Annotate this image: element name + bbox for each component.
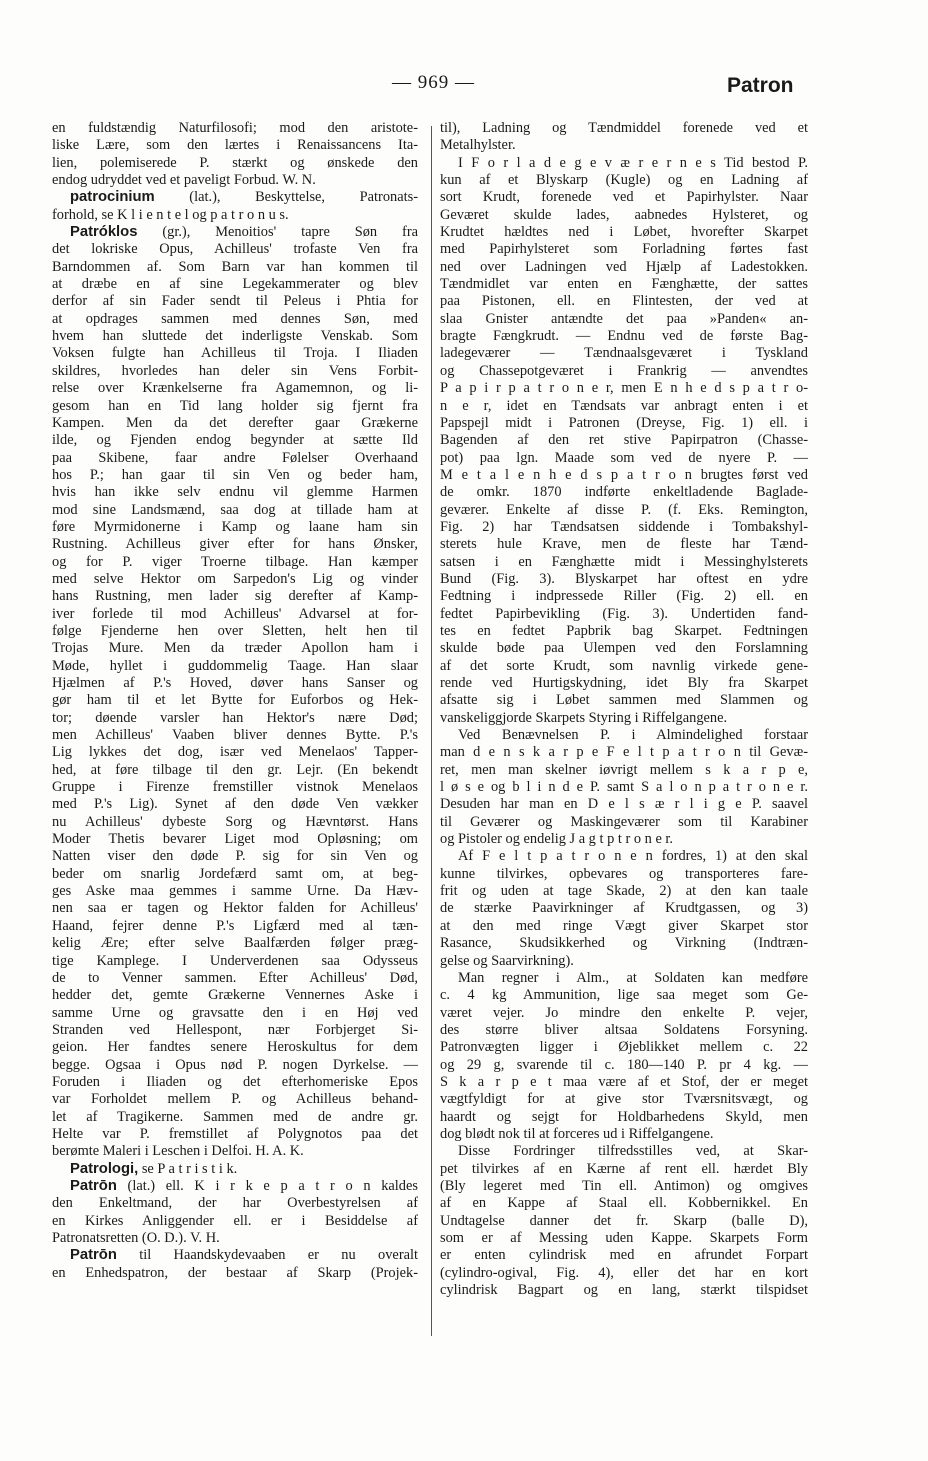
text-line — [440, 207, 808, 224]
running-head: Patron — [727, 74, 794, 97]
text-line — [440, 1178, 808, 1195]
line-text: var Forholdet mellem P. og Achilleus behand- — [52, 1091, 418, 1108]
text-line — [52, 970, 418, 987]
line-text: Geværet skulde lades, aabnedes Hylsteret, og — [440, 206, 808, 223]
text-line — [440, 658, 808, 675]
text-line — [52, 900, 418, 917]
text-line — [440, 970, 808, 987]
line-text: (lat.), Beskyttelse, Patronats- — [154, 189, 418, 206]
line-text: som er af Messing uden Kappe. Skarpets Form — [440, 1230, 808, 1246]
text-line — [440, 1039, 808, 1056]
line-text: Trojas Mure. Men da træder Apollon ham i — [52, 640, 418, 657]
line-text: samme Urne og gravsatte den i en Høj ved — [52, 1004, 418, 1021]
line-text: afsatte sig i Løbet sammen med Slammen og — [440, 692, 808, 709]
text-line — [52, 623, 418, 640]
line-text: og for P. viger Troerne tilbage. Han kæmper — [52, 553, 418, 570]
line-text: I F o r l a d e g e v æ r e r n e s Tid bestod P. — [458, 154, 808, 171]
line-text: Gruppe i Firenze fremstiller vistnok Menelaos — [52, 779, 418, 796]
text-line — [440, 1230, 808, 1247]
line-text: følge Fjenderne hen over Sletten, helt hen til — [52, 622, 418, 639]
line-text: Patronvægten ligger i Øjeblikket mellem c. 22 — [440, 1039, 808, 1056]
line-text: Disse Fordringer tilfredsstilles ved, at Skar- — [458, 1143, 808, 1160]
line-text: nu Achilleus' dybeste Sorg og Hævntørst. Hans — [52, 813, 418, 830]
text-line — [52, 710, 418, 727]
line-text: mod sine Landsmænd, saa dog at tillade ham at — [52, 501, 418, 518]
line-text: en fuldstændig Naturfilosofi; mod den aristote- — [52, 120, 418, 136]
line-text: men Achilleus' Vaaben bliver dennes Bytte. P.'s — [52, 727, 418, 744]
line-text: skildres, hvorledes han deler sin Vens Forbit- — [52, 362, 418, 379]
line-text: gør ham til et let Bytte for Euforbos og Hek- — [52, 692, 418, 709]
text-line — [52, 1057, 418, 1074]
text-line — [52, 727, 418, 744]
line-text: til Haandskydevaaben er nu overalt — [116, 1247, 418, 1264]
entry-line — [52, 189, 418, 206]
line-text: tige Kamplege. I Underverdenen saa Odysseus — [52, 952, 418, 969]
text-line — [440, 1247, 808, 1264]
text-line — [52, 241, 418, 258]
line-text: se P a t r i s t i k. — [138, 1160, 238, 1177]
line-text: Kampen. Men da det derefter gaar Grækerne — [52, 414, 418, 431]
text-line — [52, 467, 418, 484]
line-text: de stærke Paavirkninger af Krudtgassen, og 3) — [440, 900, 808, 917]
line-text: fedtet Papirbevikling (Fig. 3). Undertiden fand- — [440, 605, 808, 622]
line-text: Barndommen af. Som Barn var han kommen til — [52, 258, 418, 275]
line-text: (cylindro-ogival, Fig. 4), eller det har en kort — [440, 1264, 808, 1281]
text-line — [52, 1230, 418, 1247]
line-text: relse over Krænkelserne fra Agamemnon, og li- — [52, 380, 418, 397]
text-line — [440, 935, 808, 952]
right-column — [440, 120, 808, 1299]
line-text: med P.'s Lig). Synet af den døde Ven vækker — [52, 796, 418, 813]
line-text: Møde, hyllet i guddommelig Taage. Han slaar — [52, 657, 418, 674]
text-line — [440, 987, 808, 1004]
line-text: føre Myrmidonerne i Kamp og laane ham sin — [52, 518, 418, 535]
text-line — [52, 398, 418, 415]
line-text: tes en fedtet Papbrik bag Skarpet. Fedtningen — [440, 622, 808, 639]
text-line — [440, 345, 808, 362]
line-text: hed, at føre tilbage til den gr. Lejr. (En bekendt — [52, 761, 418, 778]
text-line — [440, 1282, 808, 1299]
line-text: Bagenden af den ret stive Papirpatron (Chasse- — [440, 432, 808, 449]
text-line — [52, 762, 418, 779]
headword: Patrologi, — [70, 1160, 139, 1177]
line-text: P a p i r p a t r o n e r, men E n h e d s p a t r o- — [440, 380, 808, 397]
text-line — [440, 1091, 808, 1108]
text-line — [52, 137, 418, 154]
text-line — [440, 640, 808, 657]
line-text: gelse og Saarvirkning). — [440, 952, 574, 969]
line-text: til), Ladning og Tændmiddel forenede ved et — [440, 120, 808, 136]
text-line — [52, 953, 418, 970]
line-text: Hjælmen af P.'s Hoved, døver hans Sanser og — [52, 675, 418, 691]
line-text: beder om snarlig Jordefærd samt om, at beg- — [52, 865, 418, 882]
line-text: ret, men man skelner iøvrigt mellem s k a r p e, — [440, 761, 808, 778]
line-text: M e t a l e n h e d s p a t r o n brugtes først ved — [440, 466, 808, 483]
line-text: cylindrisk Bagpart og en lang, stærkt tilspidset — [440, 1282, 808, 1299]
line-text: lien, polemiserede P. stærkt og ønskede den — [52, 154, 418, 171]
text-line — [440, 137, 808, 154]
text-line — [440, 744, 808, 761]
line-text: pot) paa lgn. Maade som ved de nyere P. — — [440, 449, 808, 466]
text-line — [440, 380, 808, 397]
text-line — [52, 1126, 418, 1143]
line-text: de omkr. 1870 indførte enkeltladende Baglade- — [440, 484, 808, 501]
column-divider — [431, 126, 432, 1336]
text-line — [52, 606, 418, 623]
text-line — [440, 363, 808, 380]
line-text: af det sorte Krudt, som navnlig virkede gene- — [440, 657, 808, 674]
text-line — [52, 675, 418, 692]
text-line — [440, 1195, 808, 1212]
text-line — [52, 1091, 418, 1108]
line-text: l ø s e og b l i n d e P. samt S a l o n p a t r o n e r. — [440, 779, 808, 796]
text-line — [52, 744, 418, 761]
text-line — [440, 727, 808, 744]
text-line — [440, 398, 808, 415]
line-text: man d e n s k a r p e F e l t p a t r o n til Gevæ- — [440, 744, 808, 761]
line-text: af en Kappe af Staal ell. Kobbernikkel. En — [440, 1195, 808, 1212]
line-text: hans Rustning, men lader sig derefter af Kamp- — [52, 588, 418, 605]
line-text: Ved Benævnelsen P. i Almindelighed forstaar — [458, 727, 808, 744]
text-line — [52, 640, 418, 657]
line-text: Helte var P. fremstillet af Polygnotos paa det — [52, 1125, 418, 1142]
text-line — [440, 519, 808, 536]
text-line — [440, 328, 808, 345]
line-text: des større bliver altsaa Soldatens Forsyning. — [440, 1021, 808, 1038]
left-column — [52, 120, 418, 1282]
line-text: og Pistoler og endelig J a g t p t r o n e r. — [440, 831, 674, 848]
text-line — [52, 987, 418, 1004]
line-text: tor; døende varsler han Hektor's nære Død; — [52, 709, 418, 726]
line-text: med selve Hektor om Sarpedon's Lig og vinder — [52, 570, 418, 587]
text-line — [52, 796, 418, 813]
line-text: liske Lære, som den lærtes i Renaissancens Ita- — [52, 137, 418, 154]
text-line — [52, 328, 418, 345]
text-line — [440, 1005, 808, 1022]
line-text: en Enhedspatron, der bestaar af Skarp (Projek- — [52, 1264, 418, 1281]
page-header — [0, 68, 928, 104]
line-text: ilde, og Fjenden endog begynder at sætte Ild — [52, 432, 418, 449]
text-line — [52, 450, 418, 467]
text-line — [440, 779, 808, 796]
text-line — [52, 658, 418, 675]
text-line — [440, 762, 808, 779]
line-text: Tændmidlet var enten en Fænghætte, der sattes — [440, 276, 808, 293]
text-line — [440, 918, 808, 935]
line-text: slaa Gnister antændte det paa »Panden« an- — [440, 310, 808, 327]
text-line — [52, 866, 418, 883]
line-text: er enten cylindrisk med en afrundet Forpart — [440, 1247, 808, 1264]
text-line — [52, 536, 418, 553]
text-line — [52, 120, 418, 137]
line-text: ned over Ladningen ved Hjælp af Ladestokken. — [440, 258, 808, 275]
text-line — [52, 831, 418, 848]
text-line — [52, 432, 418, 449]
text-line — [52, 293, 418, 310]
text-line — [52, 1074, 418, 1091]
line-text: Lig lykkes det dog, især ved Menelaos' Tapper- — [52, 744, 418, 761]
line-text: c. 4 kg Ammunition, lige saa meget som Ge- — [440, 987, 808, 1004]
line-text: Stranden ved Hellespont, nær Forbjerget Si- — [52, 1021, 418, 1038]
line-text: nen saa er tagen og Hektor falden for Achilleus' — [52, 900, 418, 917]
line-text: kun af et Blyskarp (Kugle) og en Ladning af — [440, 172, 808, 189]
line-text: at dræbe en af sine Legekammerater og blev — [52, 276, 418, 293]
line-text: n e r, idet en Tændsats var anbragt enten i et — [440, 397, 808, 414]
text-line — [440, 1057, 808, 1074]
text-line — [440, 467, 808, 484]
entry-line — [52, 1161, 418, 1178]
line-text: at opdrages sammen med dennes Søn, med — [52, 310, 418, 327]
text-line — [440, 554, 808, 571]
text-line — [52, 415, 418, 432]
line-text: (Bly legeret med Tin ell. Antimon) og omgives — [440, 1177, 808, 1194]
headword: Patrōn — [70, 1177, 117, 1194]
text-line — [440, 814, 808, 831]
text-line — [52, 883, 418, 900]
line-text: let af Tragikerne. Sammen med de andre gr. — [52, 1108, 418, 1125]
line-text: Rasance, Skudsikkerhed og Virkning (Indtræn- — [440, 935, 808, 952]
text-line — [440, 606, 808, 623]
line-text: geværer. Enkelte af disse P. (f. Eks. Remington, — [440, 501, 808, 518]
line-text: at den med ringe Vægt giver Skarpet stor — [440, 917, 808, 934]
text-line — [440, 1074, 808, 1091]
text-line — [52, 554, 418, 571]
text-line — [440, 241, 808, 258]
line-text: Desuden har man en D e l s æ r l i g e P. saavel — [440, 796, 808, 813]
text-line — [52, 935, 418, 952]
text-line — [52, 779, 418, 796]
text-line — [440, 675, 808, 692]
text-line — [52, 155, 418, 172]
text-line — [52, 1195, 418, 1212]
line-text: hos P.; han gaar til sin Ven og beder ham, — [52, 466, 418, 483]
headword: Patrōn — [70, 1247, 117, 1264]
entry-line — [52, 224, 418, 241]
line-text: kelig Ære; efter selve Baalfærden følger præg- — [52, 935, 418, 952]
text-line — [440, 450, 808, 467]
headword: Patróklos — [70, 224, 138, 241]
text-line — [440, 848, 808, 865]
text-line — [52, 918, 418, 935]
line-text: frit og uden at tage Skade, 2) at den kan taale — [440, 883, 808, 900]
line-text: Papspejl midt i Patronen (Dreyse, Fig. 1) ell. i — [440, 414, 808, 431]
line-text: rende ved Hurtigskydning, idet Bly fra Skarpet — [440, 675, 808, 691]
text-line — [52, 1022, 418, 1039]
line-text: med Papirhylsteret som Forladning førtes fast — [440, 241, 808, 258]
text-line — [440, 502, 808, 519]
line-text: Af F e l t p a t r o n e n fordres, 1) at den skal — [458, 848, 808, 865]
line-text: Foruden i Iliaden og det efterhomeriske Epos — [52, 1073, 418, 1090]
line-text: hvem han sluttede det inderligste Venskab. Som — [52, 328, 418, 345]
text-line — [440, 710, 808, 727]
text-line — [52, 692, 418, 709]
line-text: Fig. 2) har Tændsatsen siddende i Tombakshyl- — [440, 518, 808, 535]
text-line — [52, 502, 418, 519]
text-line — [52, 276, 418, 293]
text-line — [52, 380, 418, 397]
line-text: og Chassepotgeværet i Frankrig — anvendtes — [440, 362, 808, 379]
line-text: Moder Thetis bevarer Liget mod Opløsning; om — [52, 831, 418, 848]
line-text: til Geværer og Maskingeværer som til Karabiner — [440, 813, 808, 830]
line-text: geion. Her fandtes senere Heroskultus for dem — [52, 1039, 418, 1056]
text-line — [440, 311, 808, 328]
text-line — [52, 363, 418, 380]
line-text: endog udryddet ved et paveligt Forbud. W. N. — [52, 172, 316, 189]
text-line — [52, 1109, 418, 1126]
line-text: pet tilvirkes af en Kærne af rent ell. hærdet Bly — [440, 1160, 808, 1177]
text-line — [440, 172, 808, 189]
text-line — [440, 276, 808, 293]
line-text: en Kirkes Anliggender ell. er i Besiddelse af — [52, 1212, 418, 1229]
line-text: skulde bøde paa Ulempen ved den Forslamning — [440, 640, 808, 657]
line-text: forhold, se K l i e n t e l og p a t r o n u s. — [52, 206, 289, 223]
text-line — [440, 883, 808, 900]
line-text: Fedtning i indpressede Riller (Fig. 2) ell. en — [440, 588, 808, 605]
text-line — [52, 588, 418, 605]
line-text: de to Venner sammen. Efter Achilleus' Død, — [52, 969, 418, 986]
text-line — [52, 848, 418, 865]
line-text: vægtfyldigt for at give stor Tværsnitsvægt, og — [440, 1091, 808, 1108]
text-line — [52, 1039, 418, 1056]
text-line — [440, 1265, 808, 1282]
text-line — [440, 866, 808, 883]
line-text: Natten viser den døde P. sig for sin Ven og — [52, 848, 418, 865]
text-line — [440, 415, 808, 432]
text-line — [440, 224, 808, 241]
text-line — [440, 189, 808, 206]
text-line — [52, 1213, 418, 1230]
line-text: paa Skibene, faar andre Følelser Overhaand — [52, 449, 418, 466]
line-text: ges Aske maa gemmes i samme Urne. Da Hæv- — [52, 883, 418, 900]
headword: patrocinium — [70, 189, 155, 206]
text-line — [440, 1143, 808, 1160]
text-line — [52, 571, 418, 588]
line-text: Undtagelse danner det fr. Skarp (balle D), — [440, 1212, 808, 1229]
text-line — [52, 311, 418, 328]
line-text: sterets hule Krave, men de fleste har Tænd- — [440, 536, 808, 553]
text-line — [440, 571, 808, 588]
line-text: bragte Fængkrudt. — Endnu ved de første Bag- — [440, 328, 808, 345]
line-text: Krudtet hældtes ned i Løbet, hvorefter Skarpet — [440, 224, 808, 241]
line-text: begge. Ogsaa i Opus nød P. nogen Dyrkelse. — — [52, 1056, 418, 1073]
text-line — [440, 536, 808, 553]
text-line — [52, 259, 418, 276]
text-line — [52, 1005, 418, 1022]
text-line — [440, 155, 808, 172]
text-line — [440, 623, 808, 640]
text-line — [52, 484, 418, 501]
text-line — [52, 207, 418, 224]
line-text: satsen i en Fænghætte midt i Messinghylsterets — [440, 553, 808, 570]
line-text: kunne tilvirkes, opbevares og transporteres fare- — [440, 865, 808, 882]
line-text: (gr.), Menoitios' tapre Søn fra — [137, 224, 418, 241]
line-text: sort Krudt, forenede ved et Papirhylster. Naar — [440, 189, 808, 206]
line-text: S k a r p e t maa være af et Stof, der er meget — [440, 1073, 808, 1090]
text-line — [440, 484, 808, 501]
line-text: Bund (Fig. 3). Blyskarpet har oftest en ydre — [440, 570, 808, 587]
line-text: ladegeværer — Tændnaalsgeværet i Tyskland — [440, 345, 808, 362]
line-text: derfor af sin Fader sendt til Peleus i Phtia for — [52, 293, 418, 310]
entry-line — [52, 1178, 418, 1195]
text-line — [440, 796, 808, 813]
line-text: (lat.) ell. K i r k e p a t r o n kaldes — [116, 1177, 418, 1194]
line-text: Patronatsretten (O. D.). V. H. — [52, 1230, 220, 1246]
line-text: haardt og sejgt for Holdbarhedens Skyld, men — [440, 1108, 808, 1125]
line-text: det lokriske Opus, Achilleus' trofaste Ven fra — [52, 241, 418, 258]
text-line — [52, 172, 418, 189]
line-text: hvis han ikke selv endnu vil glemme Harmen — [52, 484, 418, 501]
line-text: Metalhylster. — [440, 137, 516, 154]
text-line — [440, 1022, 808, 1039]
line-text: Haand, fejrer denne P.'s Ligfærd med al tæn- — [52, 917, 418, 934]
line-text: vanskeliggjorde Skarpets Styring i Riffelgangene. — [440, 709, 728, 726]
text-line — [440, 120, 808, 137]
line-text: gesom han en Tid lang holder sig fjernt fra — [52, 397, 418, 414]
text-line — [52, 519, 418, 536]
entry-line — [52, 1247, 418, 1264]
text-line — [52, 1143, 418, 1160]
text-line — [440, 831, 808, 848]
line-text: Voksen fulgte han Achilleus til Troja. I Iliaden — [52, 345, 418, 362]
text-line — [440, 900, 808, 917]
text-line — [52, 814, 418, 831]
text-line — [52, 1265, 418, 1282]
line-text: været vejer. Jo mindre den enkelte P. vejer, — [440, 1004, 808, 1021]
line-text: hedder det, gemte Grækerne Vennernes Aske i — [52, 987, 418, 1004]
line-text: dog blødt nok til at forceres ud i Riffelgangene. — [440, 1125, 714, 1142]
line-text: og 29 g, svarende til c. 180—140 P. pr 4 kg. — — [440, 1056, 808, 1073]
text-line — [440, 1126, 808, 1143]
page-number: — 969 — — [392, 72, 475, 93]
line-text: Man regner i Alm., at Soldaten kan medføre — [458, 969, 808, 986]
line-text: den Enkeltmand, der har Overbestyrelsen af — [52, 1195, 418, 1212]
line-text: iver forlede til mod Achilleus' Advarsel at for- — [52, 605, 418, 622]
text-line — [440, 293, 808, 310]
text-line — [440, 692, 808, 709]
text-line — [440, 1213, 808, 1230]
text-line — [440, 588, 808, 605]
text-line — [440, 1161, 808, 1178]
text-line — [440, 953, 808, 970]
text-line — [440, 1109, 808, 1126]
line-text: Rustning. Achilleus giver efter for hans Ønsker, — [52, 536, 418, 553]
text-line — [440, 432, 808, 449]
text-line — [52, 345, 418, 362]
line-text: paa Pistonen, ell. en Flintesten, der ved at — [440, 293, 808, 310]
line-text: berømte Maleri i Leschen i Delfoi. H. A. K. — [52, 1143, 304, 1160]
text-line — [440, 259, 808, 276]
